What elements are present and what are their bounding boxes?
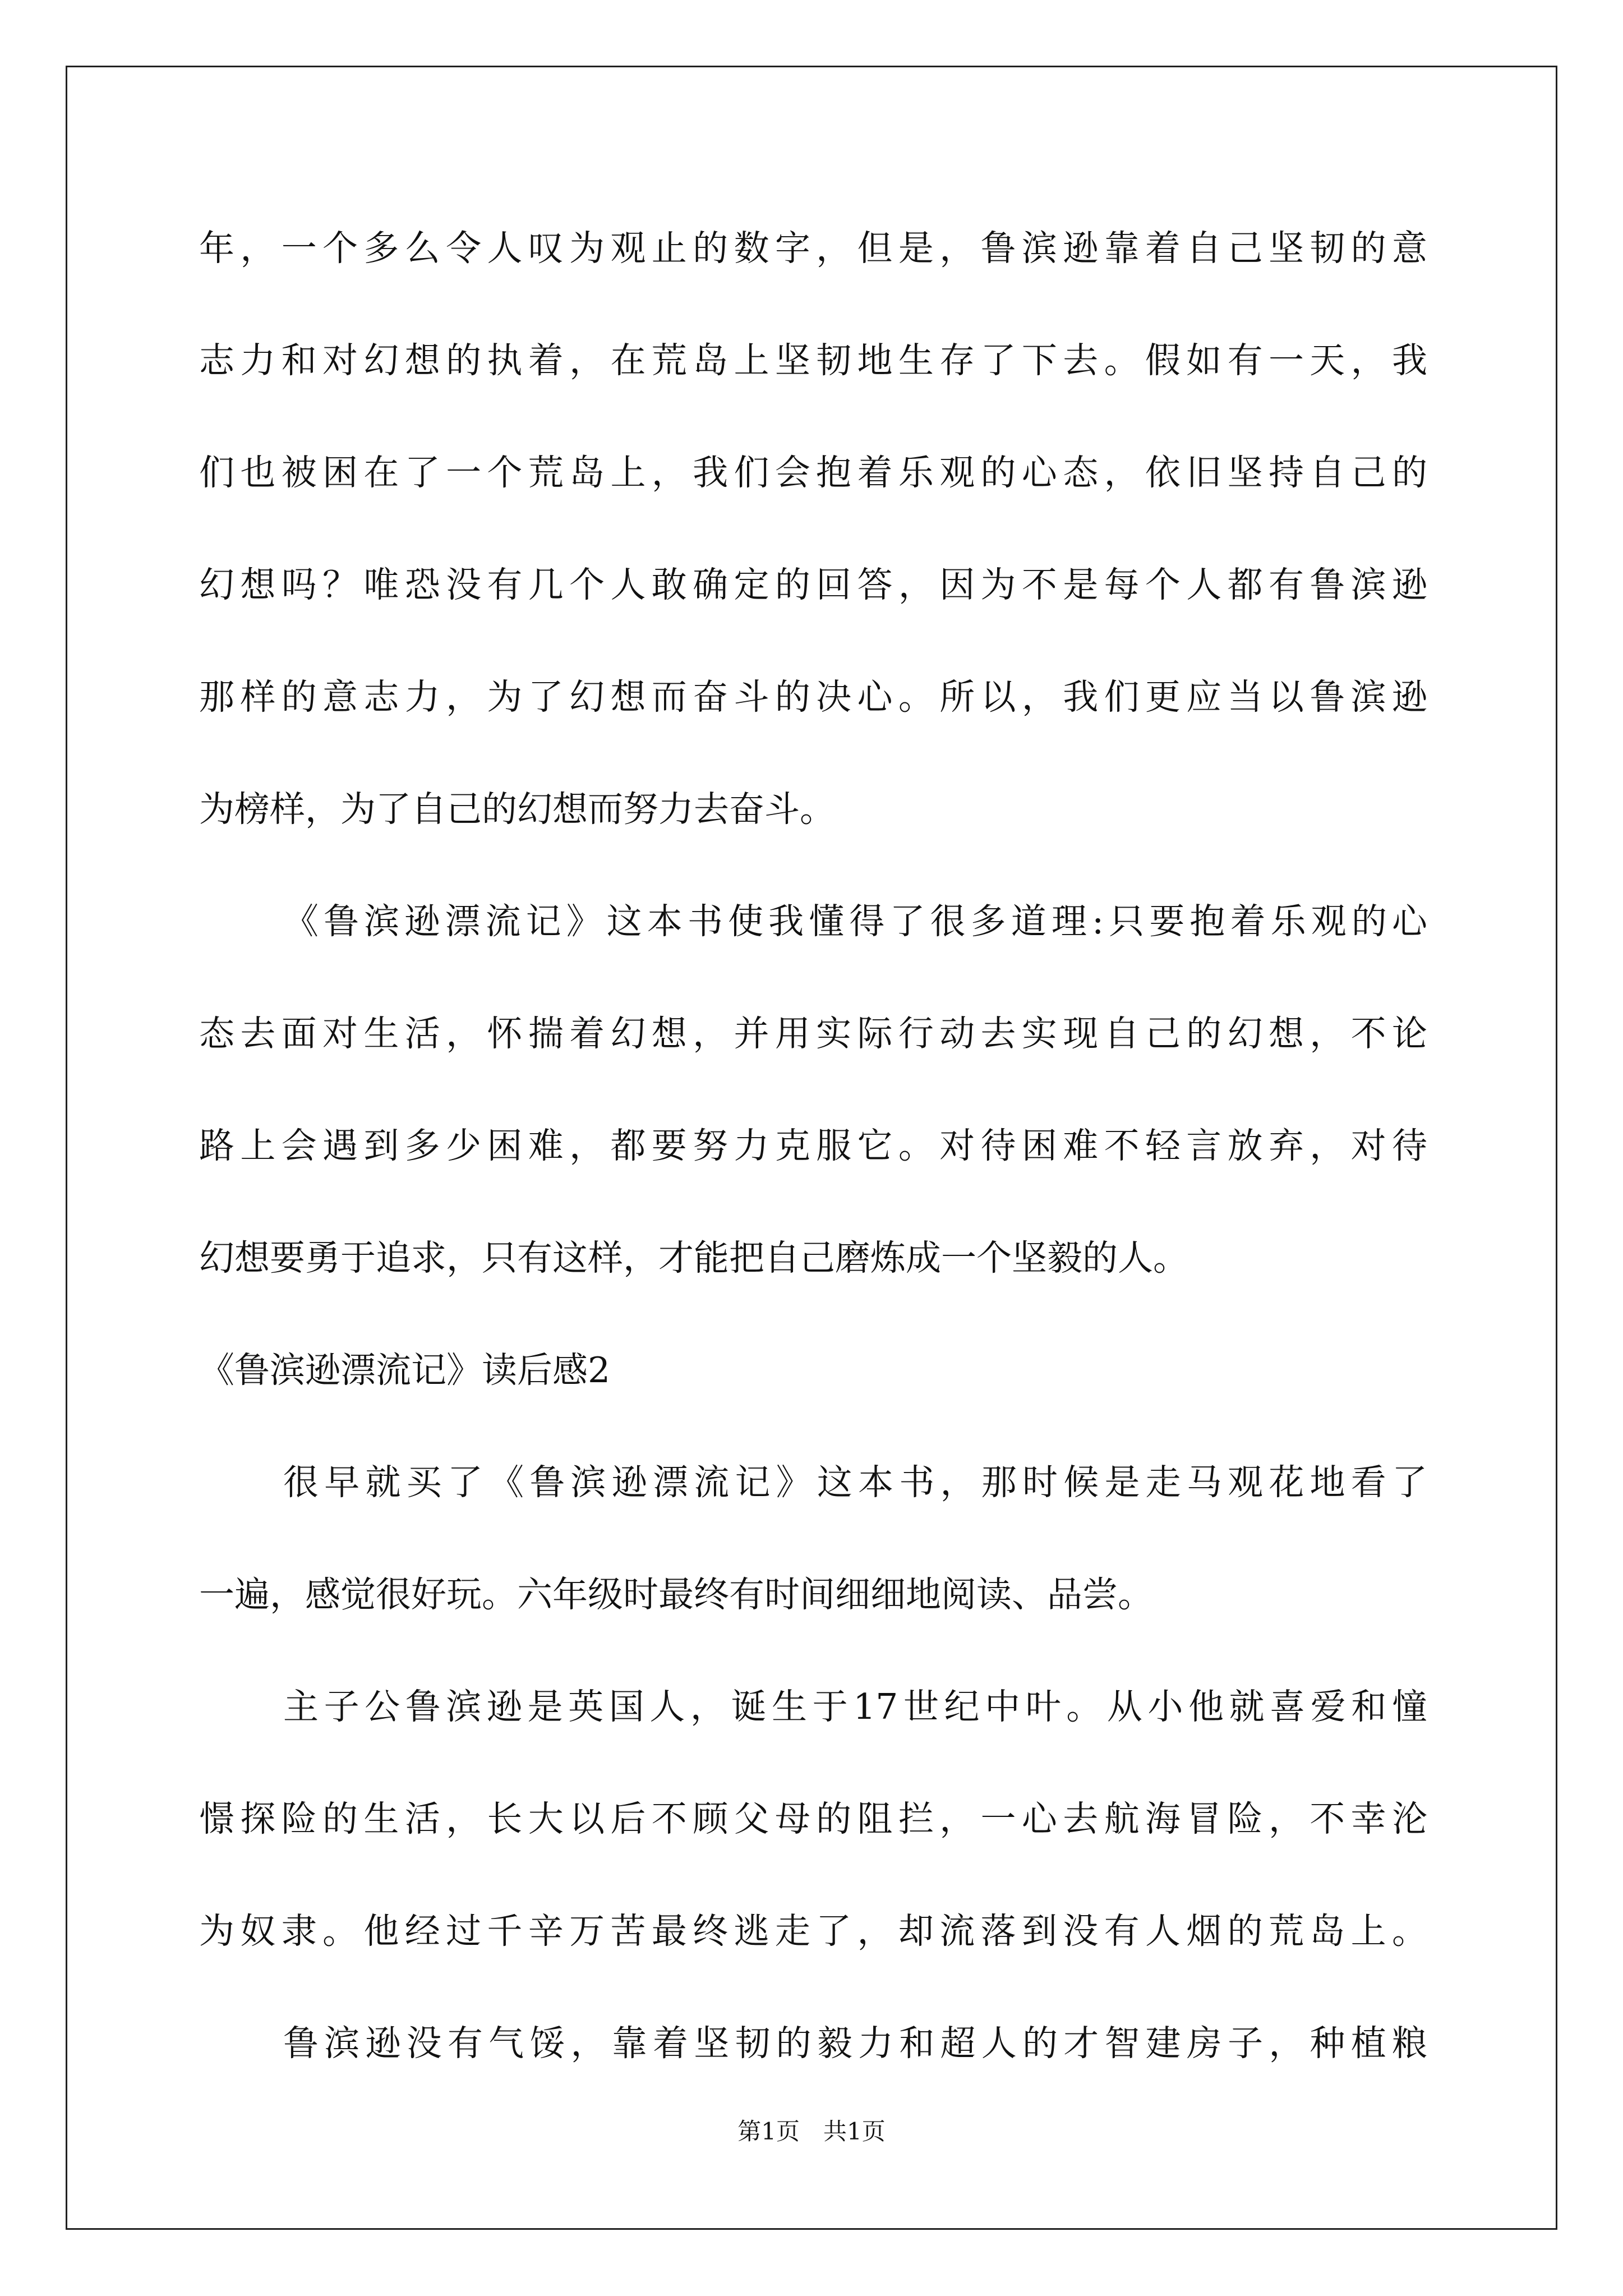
text-line: 鲁滨逊没有气馁，靠着坚韧的毅力和超人的才智建房子，种植粮: [283, 2023, 1427, 2064]
text-line: 年，一个多么令人叹为观止的数字，但是，鲁滨逊靠着自己坚韧的意: [199, 228, 1427, 269]
section-heading: 《鲁滨逊漂流记》读后感2: [199, 1350, 611, 1391]
text-line: 志力和对幻想的执着，在荒岛上坚韧地生存了下去。假如有一天，我: [199, 340, 1427, 381]
text-line: 们也被困在了一个荒岛上，我们会抱着乐观的心态，依旧坚持自己的: [199, 452, 1427, 493]
text-line: 很早就买了《鲁滨逊漂流记》这本书，那时候是走马观花地看了: [283, 1462, 1427, 1503]
text-line: 那样的意志力，为了幻想而奋斗的决心。所以，我们更应当以鲁滨逊: [199, 677, 1427, 717]
text-line: 憬探险的生活，长大以后不顾父母的阻拦，一心去航海冒险，不幸沦: [199, 1798, 1427, 1839]
text-line: 路上会遇到多少困难，都要努力克服它。对待困难不轻言放弃，对待: [199, 1125, 1427, 1166]
text-line: 《鲁滨逊漂流记》这本书使我懂得了很多道理:只要抱着乐观的心: [283, 901, 1427, 942]
text-line: 幻想吗？唯恐没有几个人敢确定的回答，因为不是每个人都有鲁滨逊: [199, 564, 1427, 605]
page-number: 第1页 共1页: [737, 2118, 886, 2145]
text-line: 主子公鲁滨逊是英国人，诞生于17世纪中叶。从小他就喜爱和憧: [283, 1686, 1427, 1727]
text-line: 为榜样，为了自己的幻想而努力去奋斗。: [199, 789, 835, 830]
text-line: 一遍，感觉很好玩。六年级时最终有时间细细地阅读、品尝。: [199, 1574, 1153, 1615]
text-line: 幻想要勇于追求，只有这样，才能把自己磨炼成一个坚毅的人。: [199, 1237, 1188, 1278]
text-line: 为奴隶。他经过千辛万苦最终逃走了，却流落到没有人烟的荒岛上。: [199, 1911, 1427, 1952]
text-line: 态去面对生活，怀揣着幻想，并用实际行动去实现自己的幻想，不论: [199, 1013, 1427, 1054]
